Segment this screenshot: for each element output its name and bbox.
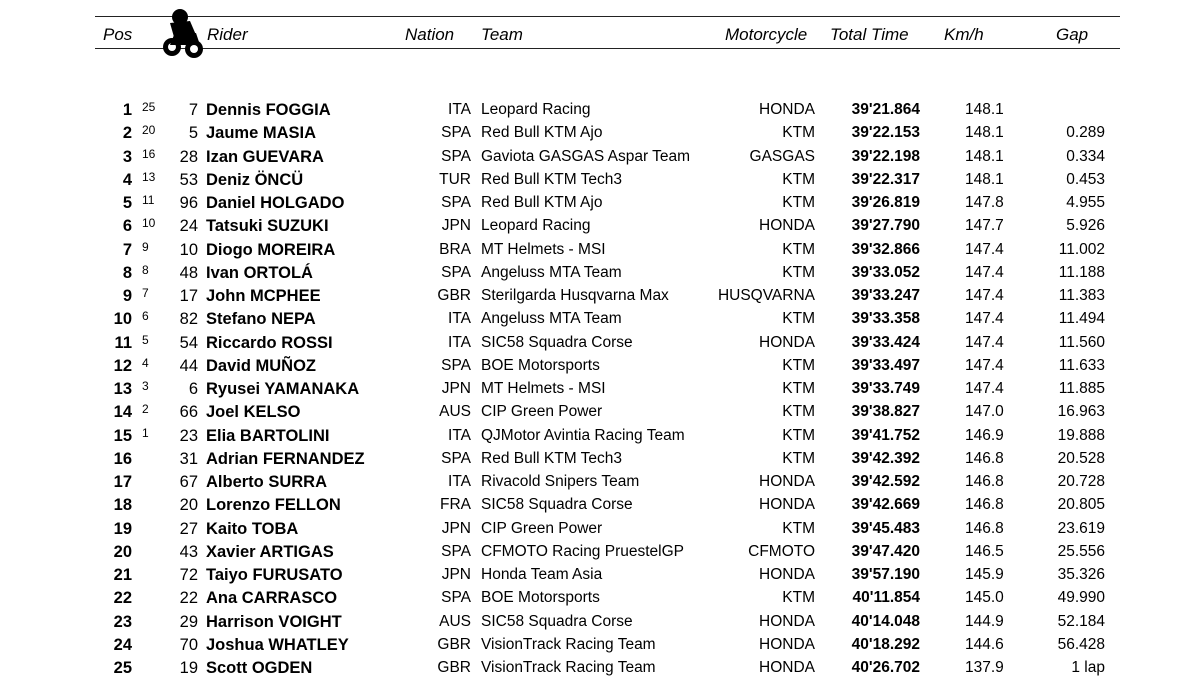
rider-number-cell: 82: [179, 310, 198, 329]
total-time-cell: 40'26.702: [851, 659, 920, 676]
position-cell: 17: [113, 473, 132, 491]
motorcycle-cell: KTM: [782, 426, 815, 444]
table-row: [0, 611, 1200, 634]
gap-cell: 11.633: [1058, 356, 1105, 374]
team-cell: MT Helmets - MSI: [481, 380, 606, 397]
motorcycle-cell: HONDA: [759, 635, 815, 653]
team-cell: CFMOTO Racing PruestelGP: [481, 542, 684, 560]
rider-number-cell: 27: [179, 519, 198, 538]
rider-number-cell: 6: [188, 380, 198, 398]
gap-cell: 20.528: [1057, 449, 1105, 467]
table-row: [0, 494, 1200, 517]
motorcycle-cell: KTM: [782, 589, 815, 607]
rider-name-cell: Ana CARRASCO: [206, 589, 338, 608]
rider-name-cell: Tatsuki SUZUKI: [206, 217, 329, 236]
position-cell: 2: [122, 124, 132, 143]
rider-number-cell: 23: [179, 426, 198, 445]
points-cell: 1: [142, 425, 149, 440]
nation-cell: GBR: [437, 659, 471, 676]
gap-cell: 4.955: [1066, 194, 1105, 211]
nation-cell: SPA: [441, 449, 471, 467]
motorcycle-cell: GASGAS: [749, 147, 815, 165]
total-time-cell: 40'11.854: [852, 589, 920, 607]
gap-cell: 20.805: [1057, 496, 1105, 514]
total-time-cell: 39'33.497: [851, 356, 920, 374]
motorcycle-cell: KTM: [782, 519, 815, 537]
team-cell: VisionTrack Racing Team: [481, 659, 656, 676]
header-total-time: Total Time: [830, 25, 909, 44]
nation-cell: ITA: [448, 426, 471, 444]
rider-name-cell: Lorenzo FELLON: [206, 496, 341, 515]
speed-cell: 148.1: [965, 124, 1004, 142]
motorcycle-cell: HONDA: [759, 566, 815, 583]
speed-cell: 146.8: [965, 449, 1004, 467]
speed-cell: 148.1: [965, 147, 1004, 165]
table-row: [0, 471, 1200, 494]
team-cell: Red Bull KTM Ajo: [481, 124, 603, 142]
motorcycle-cell: KTM: [782, 240, 815, 258]
rider-number-cell: 53: [179, 170, 198, 189]
rider-name-cell: Joshua WHATLEY: [206, 635, 349, 654]
table-row: [0, 587, 1200, 610]
nation-cell: ITA: [448, 333, 471, 351]
position-cell: 3: [122, 147, 132, 166]
position-cell: 9: [122, 287, 132, 305]
speed-cell: 144.9: [965, 612, 1004, 630]
nation-cell: JPN: [441, 566, 471, 583]
rider-number-cell: 28: [179, 147, 198, 166]
gap-cell: 19.888: [1057, 426, 1105, 444]
nation-cell: SPA: [441, 194, 471, 211]
team-cell: CIP Green Power: [481, 519, 603, 537]
gap-cell: 23.619: [1057, 519, 1105, 537]
speed-cell: 148.1: [965, 101, 1004, 118]
motorcycle-cell: HONDA: [759, 101, 815, 118]
speed-cell: 146.8: [965, 496, 1004, 514]
rider-name-cell: Joel KELSO: [206, 403, 301, 422]
gap-cell: 49.990: [1057, 589, 1105, 607]
rider-name-cell: Scott OGDEN: [206, 659, 313, 677]
team-cell: Angeluss MTA Team: [481, 263, 622, 281]
gap-cell: 11.494: [1058, 310, 1105, 328]
nation-cell: JPN: [441, 380, 471, 397]
gap-cell: 0.334: [1066, 147, 1105, 165]
motorcycle-cell: KTM: [782, 449, 815, 467]
total-time-cell: 39'41.752: [851, 426, 920, 444]
team-cell: Leopard Racing: [481, 101, 591, 118]
motorcycle-cell: HUSQVARNA: [717, 287, 815, 304]
rider-name-cell: Jaume MASIA: [206, 124, 317, 143]
rider-name-cell: Izan GUEVARA: [206, 147, 324, 166]
nation-cell: GBR: [437, 287, 471, 304]
position-cell: 23: [113, 612, 132, 631]
speed-cell: 147.0: [965, 403, 1004, 421]
team-cell: Red Bull KTM Tech3: [481, 449, 622, 467]
team-cell: VisionTrack Racing Team: [481, 635, 656, 653]
points-cell: 6: [142, 309, 149, 324]
total-time-cell: 39'26.819: [851, 194, 920, 211]
rider-number-cell: 5: [188, 124, 198, 143]
rider-number-cell: 67: [179, 473, 198, 491]
gap-cell: 11.002: [1058, 240, 1105, 258]
table-row: [0, 262, 1200, 285]
rider-number-cell: 96: [179, 194, 198, 212]
nation-cell: SPA: [441, 124, 471, 142]
gap-cell: 56.428: [1057, 635, 1105, 653]
speed-cell: 147.4: [965, 240, 1004, 258]
nation-cell: ITA: [448, 310, 471, 328]
table-row: [0, 518, 1200, 541]
speed-cell: 147.4: [965, 310, 1004, 328]
rider-name-cell: Deniz ÖNCÜ: [206, 170, 304, 189]
header-motorcycle: Motorcycle: [725, 25, 808, 44]
team-cell: Honda Team Asia: [481, 566, 603, 583]
total-time-cell: 39'42.669: [851, 496, 920, 514]
motorcycle-cell: KTM: [782, 170, 815, 188]
header-kmh: Km/h: [944, 25, 984, 44]
team-cell: Leopard Racing: [481, 217, 591, 235]
speed-cell: 144.6: [965, 635, 1004, 653]
rider-name-cell: John MCPHEE: [206, 287, 321, 305]
motorcycle-cell: KTM: [782, 263, 815, 281]
speed-cell: 147.4: [965, 333, 1004, 351]
rider-name-cell: Xavier ARTIGAS: [206, 542, 334, 561]
position-cell: 15: [113, 426, 132, 445]
position-cell: 22: [113, 589, 132, 608]
table-row: [0, 122, 1200, 145]
rider-name-cell: Dennis FOGGIA: [206, 101, 331, 119]
motorcycle-cell: KTM: [782, 194, 815, 211]
rider-number-cell: 20: [179, 496, 198, 515]
team-cell: Sterilgarda Husqvarna Max: [481, 287, 669, 304]
nation-cell: BRA: [439, 240, 471, 258]
position-cell: 10: [113, 310, 132, 329]
gap-cell: 11.188: [1058, 263, 1105, 281]
total-time-cell: 39'38.827: [851, 403, 920, 421]
rider-number-cell: 24: [179, 217, 198, 236]
position-cell: 1: [122, 101, 132, 119]
position-cell: 7: [122, 240, 132, 259]
nation-cell: AUS: [439, 403, 471, 421]
total-time-cell: 39'42.392: [851, 449, 920, 467]
table-row: [0, 215, 1200, 238]
motorcycle-cell: KTM: [782, 124, 815, 142]
rider-number-cell: 43: [179, 542, 198, 561]
table-row: [0, 448, 1200, 471]
position-cell: 8: [122, 263, 132, 282]
table-row: [0, 425, 1200, 448]
speed-cell: 146.8: [965, 519, 1004, 537]
rider-name-cell: Stefano NEPA: [206, 310, 316, 329]
total-time-cell: 39'33.424: [851, 333, 920, 351]
total-time-cell: 39'27.790: [851, 217, 920, 235]
header-top-rule: [95, 16, 1120, 17]
gap-cell: 25.556: [1057, 542, 1105, 560]
rider-number-cell: 7: [188, 101, 198, 119]
header-pos: Pos: [103, 25, 133, 44]
rider-name-cell: Taiyo FURUSATO: [206, 566, 343, 584]
position-cell: 11: [114, 333, 132, 352]
position-cell: 4: [122, 170, 132, 189]
team-cell: BOE Motorsports: [481, 356, 600, 374]
nation-cell: ITA: [448, 473, 471, 490]
rider-number-cell: 17: [179, 287, 198, 305]
rider-name-cell: Daniel HOLGADO: [206, 194, 345, 212]
motorcycle-cell: HONDA: [759, 612, 815, 630]
table-row: [0, 401, 1200, 424]
position-cell: 24: [113, 635, 132, 654]
motorcycle-rider-icon: [160, 5, 206, 59]
header-team: Team: [481, 25, 523, 44]
speed-cell: 147.4: [965, 263, 1004, 281]
rider-name-cell: Alberto SURRA: [206, 473, 328, 491]
header-bottom-rule: [95, 48, 1120, 49]
rider-number-cell: 72: [179, 566, 198, 584]
gap-cell: 16.963: [1057, 403, 1105, 421]
gap-cell: 0.289: [1066, 124, 1105, 142]
table-row: [0, 308, 1200, 331]
speed-cell: 147.4: [965, 380, 1004, 397]
rider-name-cell: Ivan ORTOLÁ: [206, 263, 313, 282]
position-cell: 13: [113, 380, 132, 398]
table-row: [0, 192, 1200, 215]
rider-number-cell: 10: [179, 240, 198, 259]
position-cell: 6: [122, 217, 132, 236]
position-cell: 12: [113, 356, 132, 375]
team-cell: SIC58 Squadra Corse: [481, 496, 633, 514]
gap-cell: 0.453: [1066, 170, 1105, 188]
team-cell: BOE Motorsports: [481, 589, 600, 607]
total-time-cell: 39'22.317: [851, 170, 920, 188]
total-time-cell: 39'33.358: [851, 310, 920, 328]
position-cell: 21: [113, 566, 132, 584]
position-cell: 25: [113, 659, 132, 677]
nation-cell: SPA: [441, 542, 471, 560]
speed-cell: 148.1: [965, 170, 1004, 188]
speed-cell: 147.4: [965, 356, 1004, 374]
gap-cell: 11.560: [1058, 333, 1105, 351]
motorcycle-cell: HONDA: [759, 473, 815, 490]
table-row: [0, 169, 1200, 192]
rider-name-cell: Harrison VOIGHT: [206, 612, 342, 631]
total-time-cell: 39'47.420: [851, 542, 920, 560]
position-cell: 19: [113, 519, 132, 538]
nation-cell: TUR: [439, 170, 471, 188]
position-cell: 5: [122, 194, 132, 212]
gap-cell: 1 lap: [1071, 659, 1105, 676]
nation-cell: SPA: [441, 147, 471, 165]
nation-cell: GBR: [437, 635, 471, 653]
points-cell: 5: [142, 332, 149, 347]
team-cell: Gaviota GASGAS Aspar Team: [481, 147, 691, 165]
rider-number-cell: 66: [179, 403, 198, 422]
position-cell: 20: [113, 542, 132, 561]
points-cell: 7: [142, 286, 149, 300]
header-nation: Nation: [405, 25, 455, 44]
gap-cell: 11.885: [1058, 380, 1105, 397]
table-row: [0, 355, 1200, 378]
points-cell: 25: [142, 100, 156, 114]
total-time-cell: 39'22.198: [851, 147, 920, 165]
rider-number-cell: 29: [179, 612, 198, 631]
table-row: [0, 332, 1200, 355]
speed-cell: 146.5: [965, 542, 1004, 560]
position-cell: 16: [113, 449, 132, 468]
speed-cell: 145.9: [965, 566, 1004, 583]
team-cell: QJMotor Avintia Racing Team: [481, 426, 685, 444]
rider-number-cell: 19: [179, 659, 198, 677]
points-cell: 13: [142, 169, 156, 184]
gap-cell: 52.184: [1057, 612, 1105, 630]
rider-number-cell: 31: [179, 449, 198, 468]
team-cell: CIP Green Power: [481, 403, 603, 421]
motorcycle-cell: KTM: [782, 403, 815, 421]
points-cell: 20: [142, 123, 156, 138]
motorcycle-cell: KTM: [782, 356, 815, 374]
points-cell: 3: [142, 379, 149, 393]
position-cell: 14: [113, 403, 132, 422]
rider-name-cell: Ryusei YAMANAKA: [206, 380, 360, 398]
gap-cell: 20.728: [1057, 473, 1105, 490]
points-cell: 2: [142, 402, 149, 417]
rider-number-cell: 54: [179, 333, 198, 352]
speed-cell: 147.8: [965, 194, 1004, 211]
total-time-cell: 39'45.483: [851, 519, 920, 537]
total-time-cell: 39'33.052: [851, 263, 920, 281]
points-cell: 4: [142, 355, 149, 370]
total-time-cell: 39'21.864: [851, 101, 920, 118]
team-cell: SIC58 Squadra Corse: [481, 612, 633, 630]
rider-number-cell: 70: [179, 635, 198, 654]
rider-number-cell: 48: [179, 263, 198, 282]
rider-name-cell: Riccardo ROSSI: [206, 333, 333, 352]
rider-number-cell: 44: [179, 356, 198, 375]
motorcycle-cell: HONDA: [759, 333, 815, 351]
rider-name-cell: Diogo MOREIRA: [206, 240, 336, 259]
table-row: [0, 541, 1200, 564]
rider-name-cell: Kaito TOBA: [206, 519, 299, 538]
motorcycle-cell: KTM: [782, 380, 815, 397]
table-row: [0, 657, 1200, 680]
motorcycle-cell: KTM: [782, 310, 815, 328]
total-time-cell: 39'57.190: [851, 566, 920, 583]
nation-cell: SPA: [441, 263, 471, 281]
team-cell: MT Helmets - MSI: [481, 240, 606, 258]
table-row: [0, 634, 1200, 657]
total-time-cell: 40'14.048: [851, 612, 920, 630]
team-cell: Rivacold Snipers Team: [481, 473, 640, 490]
rider-name-cell: Elia BARTOLINI: [206, 426, 330, 445]
table-row: [0, 564, 1200, 587]
rider-number-cell: 22: [179, 589, 198, 608]
points-cell: 16: [142, 146, 156, 161]
rider-name-cell: David MUÑOZ: [206, 356, 317, 375]
total-time-cell: 39'33.247: [851, 287, 920, 304]
points-cell: 8: [142, 262, 149, 277]
points-cell: 10: [142, 216, 156, 231]
total-time-cell: 40'18.292: [851, 635, 920, 653]
table-row: [0, 146, 1200, 169]
gap-cell: 11.383: [1058, 287, 1105, 304]
points-cell: 9: [142, 239, 149, 254]
nation-cell: SPA: [441, 356, 471, 374]
gap-cell: 5.926: [1066, 217, 1105, 235]
header-rider: Rider: [207, 25, 248, 44]
motorcycle-cell: HONDA: [759, 496, 815, 514]
speed-cell: 146.8: [965, 473, 1004, 490]
speed-cell: 145.0: [965, 589, 1004, 607]
nation-cell: JPN: [441, 217, 471, 235]
team-cell: Red Bull KTM Tech3: [481, 170, 622, 188]
table-row: [0, 378, 1200, 401]
table-row: [0, 239, 1200, 262]
total-time-cell: 39'22.153: [851, 124, 920, 142]
motorcycle-cell: CFMOTO: [748, 542, 815, 560]
team-cell: Angeluss MTA Team: [481, 310, 622, 328]
speed-cell: 137.9: [965, 659, 1004, 676]
header-gap: Gap: [1056, 25, 1089, 44]
nation-cell: AUS: [439, 612, 471, 630]
nation-cell: FRA: [440, 496, 471, 514]
motorcycle-cell: HONDA: [759, 217, 815, 235]
nation-cell: SPA: [441, 589, 471, 607]
team-cell: Red Bull KTM Ajo: [481, 194, 603, 211]
position-cell: 18: [113, 496, 132, 515]
motorcycle-cell: HONDA: [759, 659, 815, 676]
table-row: [0, 285, 1200, 308]
nation-cell: ITA: [448, 101, 471, 118]
team-cell: SIC58 Squadra Corse: [481, 333, 633, 351]
speed-cell: 147.4: [965, 287, 1004, 304]
nation-cell: JPN: [441, 519, 471, 537]
total-time-cell: 39'33.749: [851, 380, 920, 397]
speed-cell: 147.7: [965, 217, 1004, 235]
total-time-cell: 39'42.592: [851, 473, 920, 490]
speed-cell: 146.9: [965, 426, 1004, 444]
table-row: [0, 99, 1200, 122]
gap-cell: 35.326: [1057, 566, 1105, 583]
rider-name-cell: Adrian FERNANDEZ: [206, 449, 365, 468]
total-time-cell: 39'32.866: [851, 240, 920, 258]
points-cell: 11: [142, 193, 155, 207]
